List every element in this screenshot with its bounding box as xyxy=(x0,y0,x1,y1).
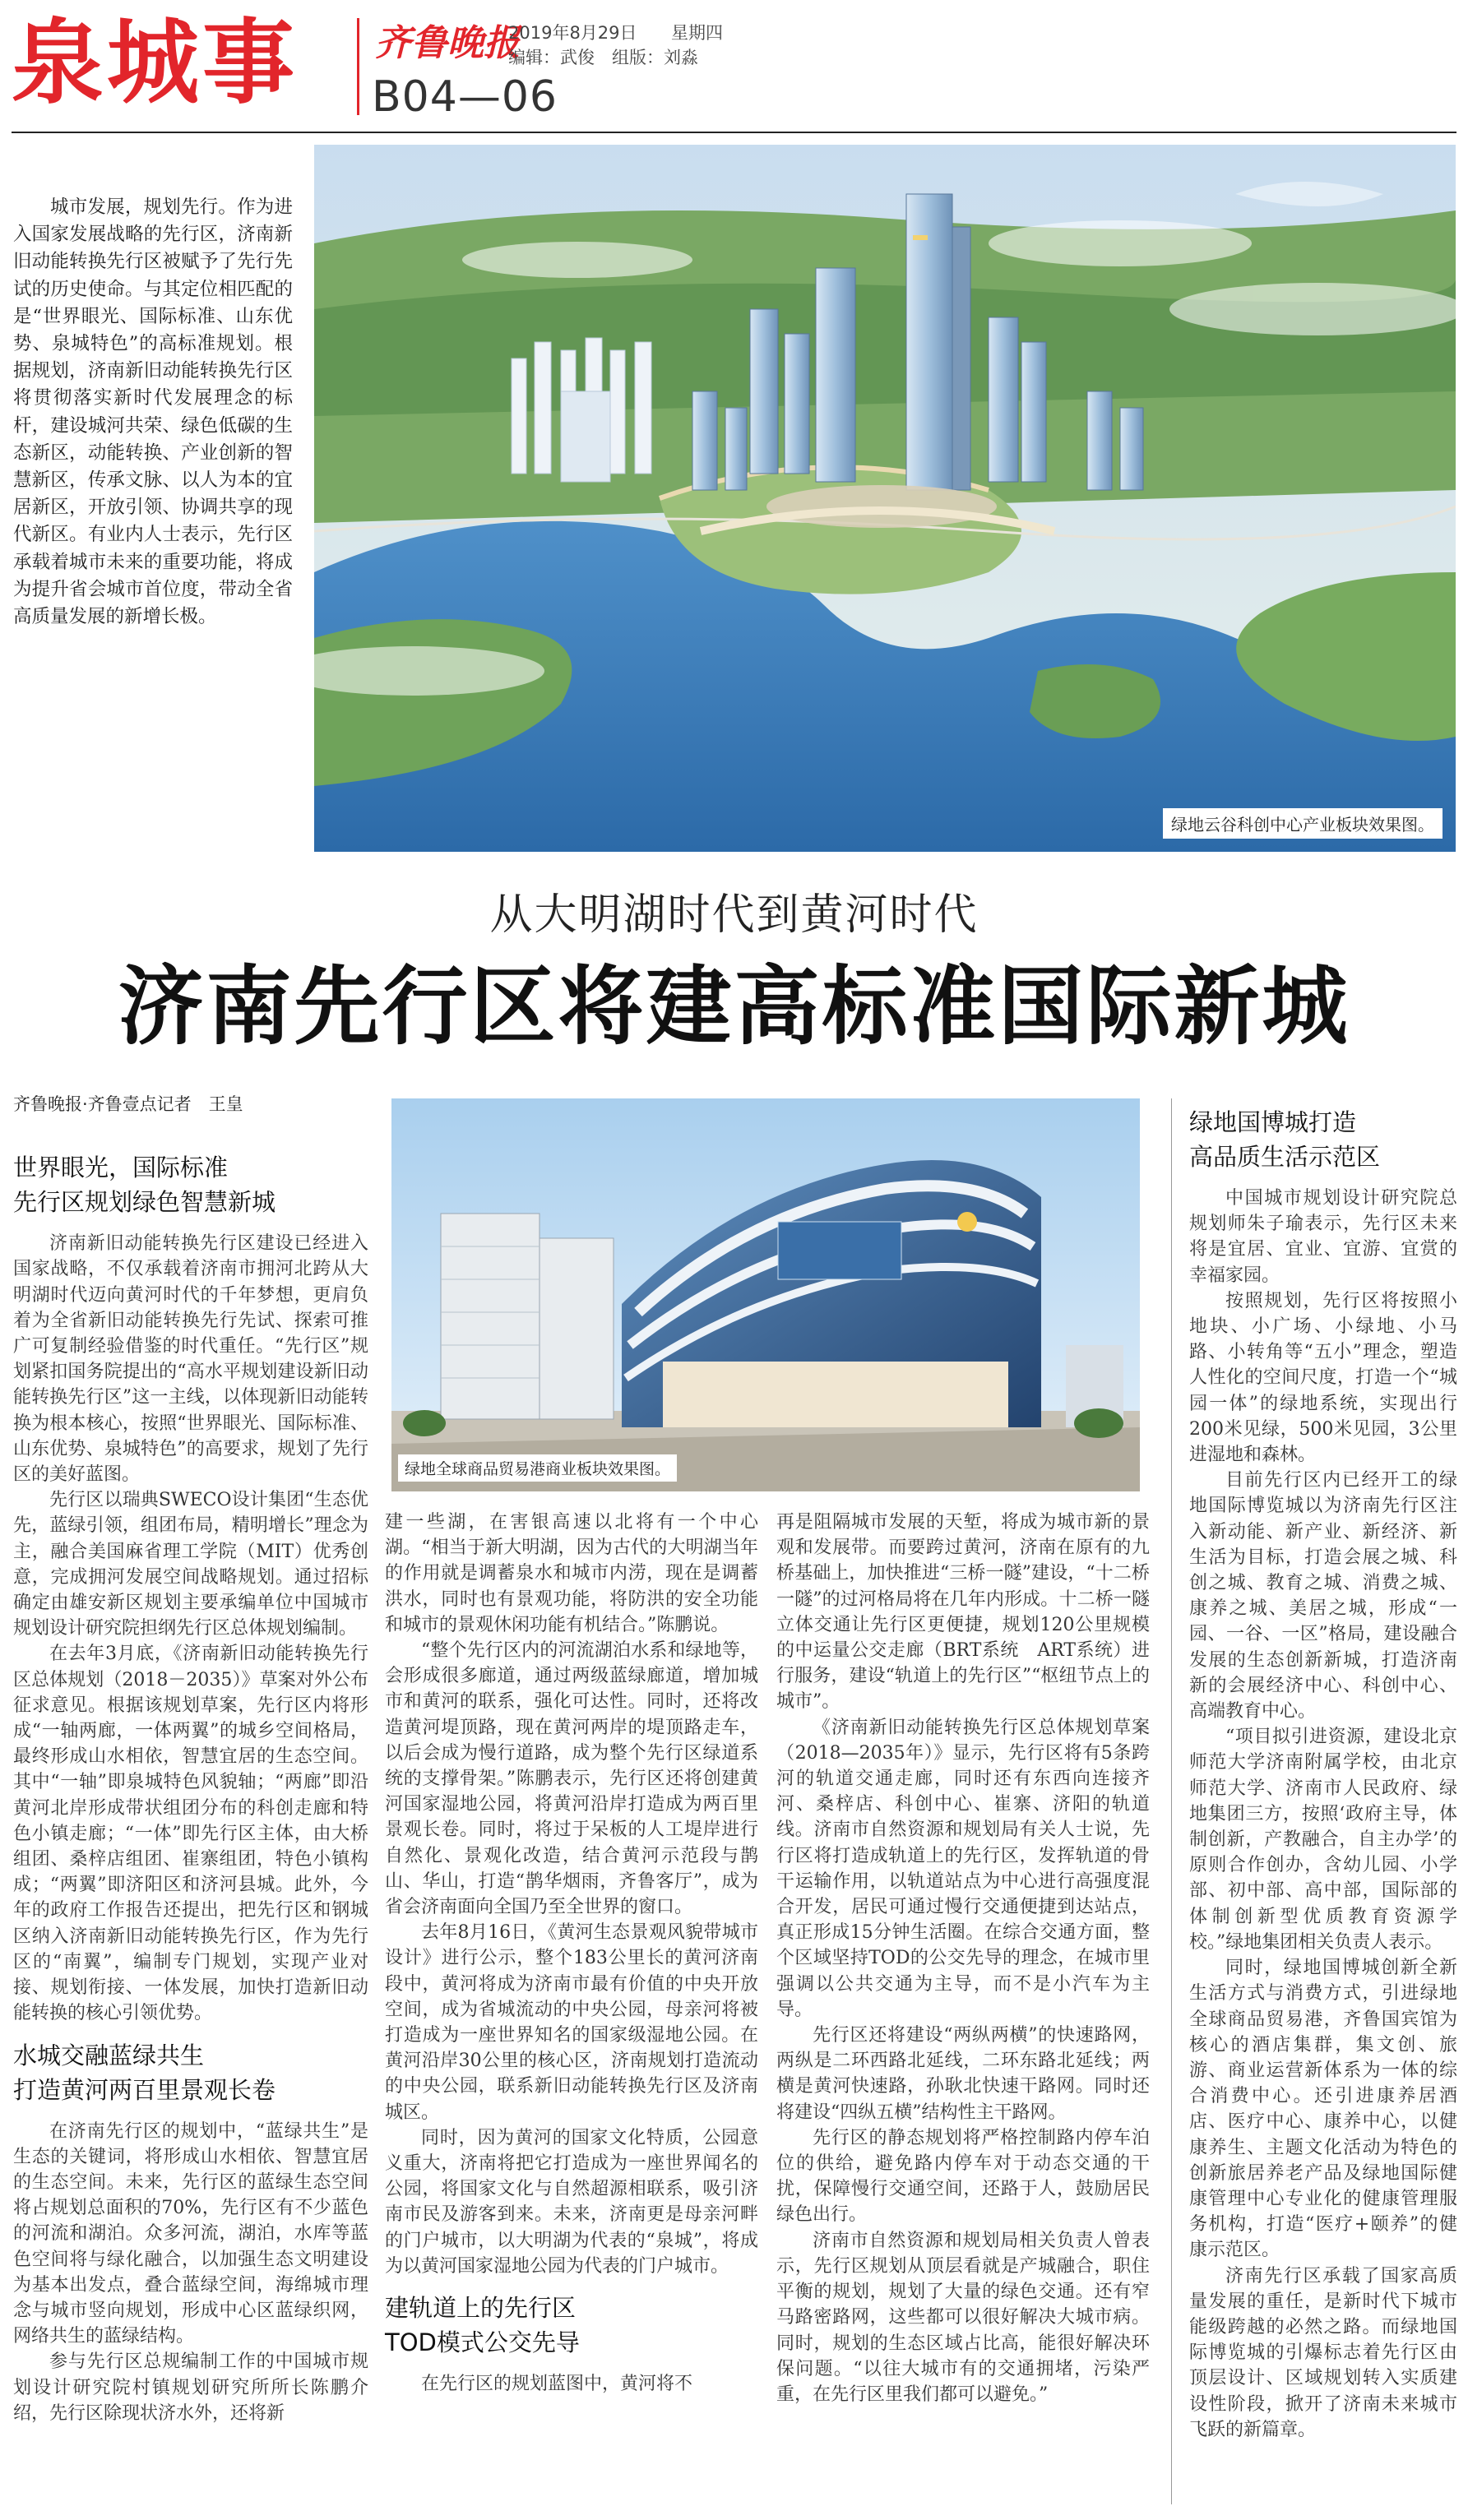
article-column-2 xyxy=(385,1510,758,2397)
paragraph: 中国城市规划设计研究院总规划师朱子瑜表示，先行区未来将是宜居、宜业、宜游、宜赏的幸福家园。 xyxy=(1189,1188,1457,1286)
paragraph: 在济南先行区的规划中，“蓝绿共生”是生态的关键词，将形成山水相依、智慧宜居的生态空间。未来，先行区的蓝绿生态空间将占规划总面积的70%，先行区有不少蓝色的河流和湖泊。众多河流，湖泊，水库等蓝色空间将与绿化融合，以加强生态文明建设为基本出发点，叠合蓝绿空间，海绵城市理念与城市竖向规划，形成中心区蓝绿织网，网络共生的蓝绿结构。 xyxy=(13,2120,368,2347)
section-1-heading-line1: 世界眼光，国际标准 xyxy=(13,1154,229,1182)
mall-rendering-image xyxy=(391,1098,1140,1491)
paragraph: 去年8月16日，《黄河生态景观风貌带城市设计》进行公示，整个183公里长的黄河济南段中，黄河将成为济南市最有价值的中央开放空间，成为省城流动的中央公园，母亲河将被打造成为一座世界知名的国家级湿地公园。在黄河沿岸30公里的核心区，济南规划打造流动的中央公园，联系新旧动能转换先行区及济南城区。 xyxy=(385,1922,758,2123)
section-3-heading xyxy=(385,2291,758,2360)
tower-sign xyxy=(913,235,928,240)
masthead xyxy=(0,0,1468,138)
headline-kicker: 从大明湖时代到黄河时代 xyxy=(489,890,979,940)
newspaper-logo: 齐鲁晚报 xyxy=(375,22,520,64)
paragraph: 参与先行区总规编制工作的中国城市规划设计研究院村镇规划研究所所长陈鹏介绍，先行区除现状济水外，还将新 xyxy=(13,2351,368,2424)
shopping-mall-illustration xyxy=(391,1098,1140,1491)
page-number: B04—06 xyxy=(372,72,558,122)
section-2-heading-line1: 水城交融蓝绿共生 xyxy=(13,2041,205,2069)
issue-weekday: 星期四 xyxy=(671,23,723,43)
section-name: 泉城事 xyxy=(12,10,298,117)
paragraph: 在去年3月底，《济南新旧动能转换先行区总体规划（2018－2035）》草案对外公布征求意见。根据该规划草案，先行区内将形成“一轴两廊，一体两翼”的城乡空间格局，最终形成山水相依，智慧宜居的生态空间。其中“一轴”即泉城特色风貌轴；“两廊”即沿黄河北岸形成带状组团分布的科创走廊和特色小镇走廊；“一体”即先行区主体，由大桥组团、桑梓店组团、崔寨组团，特色小镇构成；“两翼”即济阳区和济河县城。此外，今年的政府工作报告还提出，把先行区和钢城区纳入济南新旧动能转换先行区，作为先行区的“南翼”，编制专门规划，实现产业对接、规划衔接、一体发展，加快打造新旧动能转换的核心引领优势。 xyxy=(13,1644,368,2024)
paragraph: 先行区以瑞典SWECO设计集团“生态优先，蓝绿引领，组团布局，精明增长”理念为主，融合美国麻省理工学院（MIT）优秀创意，完成拥河发展空间战略规划。通过招标确定由雄安新区规划主要承编单位中国城市规划设计研究院担纲先行区总体规划编制。 xyxy=(13,1490,368,1639)
paragraph: “整个先行区内的河流湖泊水系和绿地等，会形成很多廊道，通过两级蓝绿廊道，增加城市和黄河的联系，强化可达性。同时，还将改造黄河堤顶路，现在黄河两岸的堤顶路走车，以后会成为慢行道路，成为整个先行区绿道系统的支撑骨架。”陈鹏表示，先行区还将创建黄河国家湿地公园，将黄河沿岸打造成为两百里景观长卷。同时，将过于呆板的人工堤岸进行自然化、景观化改造，结合黄河示范段与鹊山、华山，打造“鹊华烟雨，齐鲁客厅”，成为省会济南面向全国乃至全世界的窗口。 xyxy=(385,1640,758,1918)
paragraph: 建一些湖，在害银高速以北将有一个中心湖。“相当于新大明湖，因为古代的大明湖当年的作用就是调蓄泉水和城市内涝，现在是调蓄洪水，同时也有景观功能，将防洪的安全功能和城市的景观休闲功能有机结合。”陈鹏说。 xyxy=(385,1512,758,1635)
paragraph: 《济南新旧动能转换先行区总体规划草案（2018—2035年）》显示，先行区将有5条跨河的轨道交通走廊，同时还有东西向连接齐河、桑梓店、科创中心、崔寨、济阳的轨道线。济南市自然资源和规划局有关人士说，先行区将打造成轨道上的先行区，发挥轨道的骨干运输作用，以轨道站点为中心进行高强度混合开发，居民可通过慢行交通便捷到达站点，真正形成15分钟生活圈。在综合交通方面，整个区域坚持TOD的公交先导的理念，在城市里强调以公共交通为主导，而不是小汽车为主导。 xyxy=(776,1717,1150,2020)
paragraph: 济南先行区承载了国家高质量发展的重任，是新时代下城市能级跨越的必然之路。而绿地国际博览城的引爆标志着先行区由顶层设计、区域规划转入实质建设性阶段，掀开了济南未来城市飞跃的新篇章。 xyxy=(1189,2265,1457,2440)
hero-caption: 绿地云谷科创中心产业板块效果图。 xyxy=(1163,808,1443,839)
column-divider xyxy=(1171,1098,1172,2504)
section-1-heading-line2: 先行区规划绿色智慧新城 xyxy=(13,1188,276,1217)
masthead-rule xyxy=(12,132,1456,133)
section-2-heading xyxy=(13,2038,368,2107)
paragraph: 济南市自然资源和规划局相关负责人曾表示，先行区规划从顶层看就是产城融合，职住平衡的规划，规划了大量的绿色交通。还有窄马路密路网，这些都可以很好解决大城市病。同时，规划的生态区域占比高，能很好解决环保问题。“以往大城市有的交通拥堵，污染严重，在先行区里我们都可以避免。” xyxy=(776,2230,1150,2405)
section-4-heading-line1: 绿地国博城打造 xyxy=(1189,1108,1357,1136)
aerial-city-illustration xyxy=(314,145,1456,852)
section-4-heading-line2: 高品质生活示范区 xyxy=(1189,1143,1381,1171)
article-column-4 xyxy=(1189,1105,1457,2443)
paragraph: 先行区的静态规划将严格控制路内停车泊位的供给，避免路内停车对于动态交通的干扰，保障慢行交通空间，还路于人，鼓励居民绿色出行。 xyxy=(776,2127,1150,2226)
paragraph: 在先行区的规划蓝图中，黄河将不 xyxy=(421,2374,693,2395)
article-column-1 xyxy=(13,1092,368,2426)
masthead-divider xyxy=(357,18,359,115)
paragraph: 再是阻隔城市发展的天堑，将成为城市新的景观和发展带。而要跨过黄河，济南在原有的九桥基础上，加快推进“三桥一隧”建设，“十二桥一隧”的过河格局将在几年内形成。十二桥一隧立体交通让先行区更便捷，规划120公里规模的中运量公交走廊（BRT系统 ART系统）进行服务，建设“轨道上的先行区”“枢纽节点上的城市”。 xyxy=(776,1512,1150,1713)
section-2-heading-line2: 打造黄河两百里景观长卷 xyxy=(13,2075,276,2104)
paragraph: 先行区还将建设“两纵两横”的快速路网，两纵是二环西路北延线，二环东路北延线；两横是黄河快速路，孙耿北快速干路网。同时还将建设“四纵五横”结构性主干路网。 xyxy=(776,2025,1150,2123)
article-column-3 xyxy=(776,1510,1150,2407)
paragraph: “项目拟引进资源，建设北京师范大学济南附属学校，由北京师范大学、济南市人民政府、绿地集团三方，按照‘政府主导，体制创新，产教融合，自主办学’的原则合作创办，含幼儿园、小学部、初中部、高中部，国际部的体制创新型优质教育资源学校。”绿地集团相关负责人表示。 xyxy=(1189,1727,1457,1953)
mall-caption: 绿地全球商品贸易港商业板块效果图。 xyxy=(398,1454,677,1482)
main-headline: 济南先行区将建高标准国际新城 xyxy=(118,956,1350,1057)
intro-paragraph: 城市发展，规划先行。作为进入国家发展战略的先行区，济南新旧动能转换先行区被赋予了先行先试的历史使命。与其定位相匹配的是“世界眼光、国际标准、山东优势、泉城特色”的高标准规划。根据规划，济南新旧动能转换先行区将贯彻落实新时代发展理念的标杆，建设城河共荣、绿色低碳的生态新区，动能转换、产业创新的智慧新区，传承文脉、以人为本的宜居新区，开放引领、协调共享的现代新区。有业内人士表示，先行区承载着城市未来的重要功能，将成为提升省会城市首位度，带动全省高质量发展的新增长极。 xyxy=(13,197,293,628)
paragraph: 目前先行区内已经开工的绿地国际博览城以为济南先行区注入新动能、新产业、新经济、新生活为目标，打造会展之城、科创之城、教育之城、消费之城、康养之城、美居之城，形成“一园、一谷、一区”格局，建设融合发展的生态创新新城，打造济南新的会展经济中心、科创中心、高端教育中心。 xyxy=(1189,1470,1457,1722)
editor-credit: 编辑：武俊 组版：刘淼 xyxy=(508,48,698,67)
section-3-heading-line1: 建轨道上的先行区 xyxy=(385,2294,577,2323)
issue-date: 2019年8月29日 xyxy=(508,23,637,43)
section-3-heading-line2: TOD模式公交先导 xyxy=(385,2328,580,2357)
paragraph: 济南新旧动能转换先行区建设已经进入国家战略，不仅承载着济南市拥河北跨从大明湖时代迈向黄河时代的千年梦想，更肩负着为全省新旧动能转换先行先试、探索可推广可复制经验借鉴的时代重任。“先行区”规划紧扣国务院提出的“高水平规划建设新旧动能转换先行区”这一主线，以体现新旧动能转换为根本核心，按照“世界眼光、国际标准、山东优势、泉城特色”的高要求，规划了先行区的美好蓝图。 xyxy=(13,1233,368,1486)
section-4-heading xyxy=(1189,1105,1457,1174)
section-1-heading xyxy=(13,1150,368,1219)
paragraph: 按照规划，先行区将按照小地块、小广场、小绿地、小马路、小转角等“五小”理念，塑造人性化的空间尺度，打造一个“城园一体”的绿地系统，实现出行200米见绿，500米见园，3公里进湿地和森林。 xyxy=(1189,1290,1457,1466)
paragraph: 同时，绿地国博城创新全新生活方式与消费方式，引进绿地全球商品贸易港，齐鲁国宾馆为核心的酒店集群，集文创、旅游、商业运营新体系为一体的综合消费中心。还引进康养居酒店、医疗中心、康养中心，以健康养生、主题文化活动为特色的创新旅居养老产品及绿地国际健康管理中心专业化的健康管理服务机构，打造“医疗+颐养”的健康示范区。 xyxy=(1189,1958,1457,2261)
paragraph: 同时，因为黄河的国家文化特质，公园意义重大，济南将把它打造成为一座世界闻名的公园，将国家文化与自然超源相联系，吸引济南市民及游客到来。未来，济南更是母亲河畔的门户城市，以大明湖为代表的“泉城”，将成为以黄河国家湿地公园为代表的门户城市。 xyxy=(385,2127,758,2277)
hero-rendering-image xyxy=(314,145,1456,852)
byline: 齐鲁晚报·齐鲁壹点记者 王皇 xyxy=(13,1094,243,1114)
